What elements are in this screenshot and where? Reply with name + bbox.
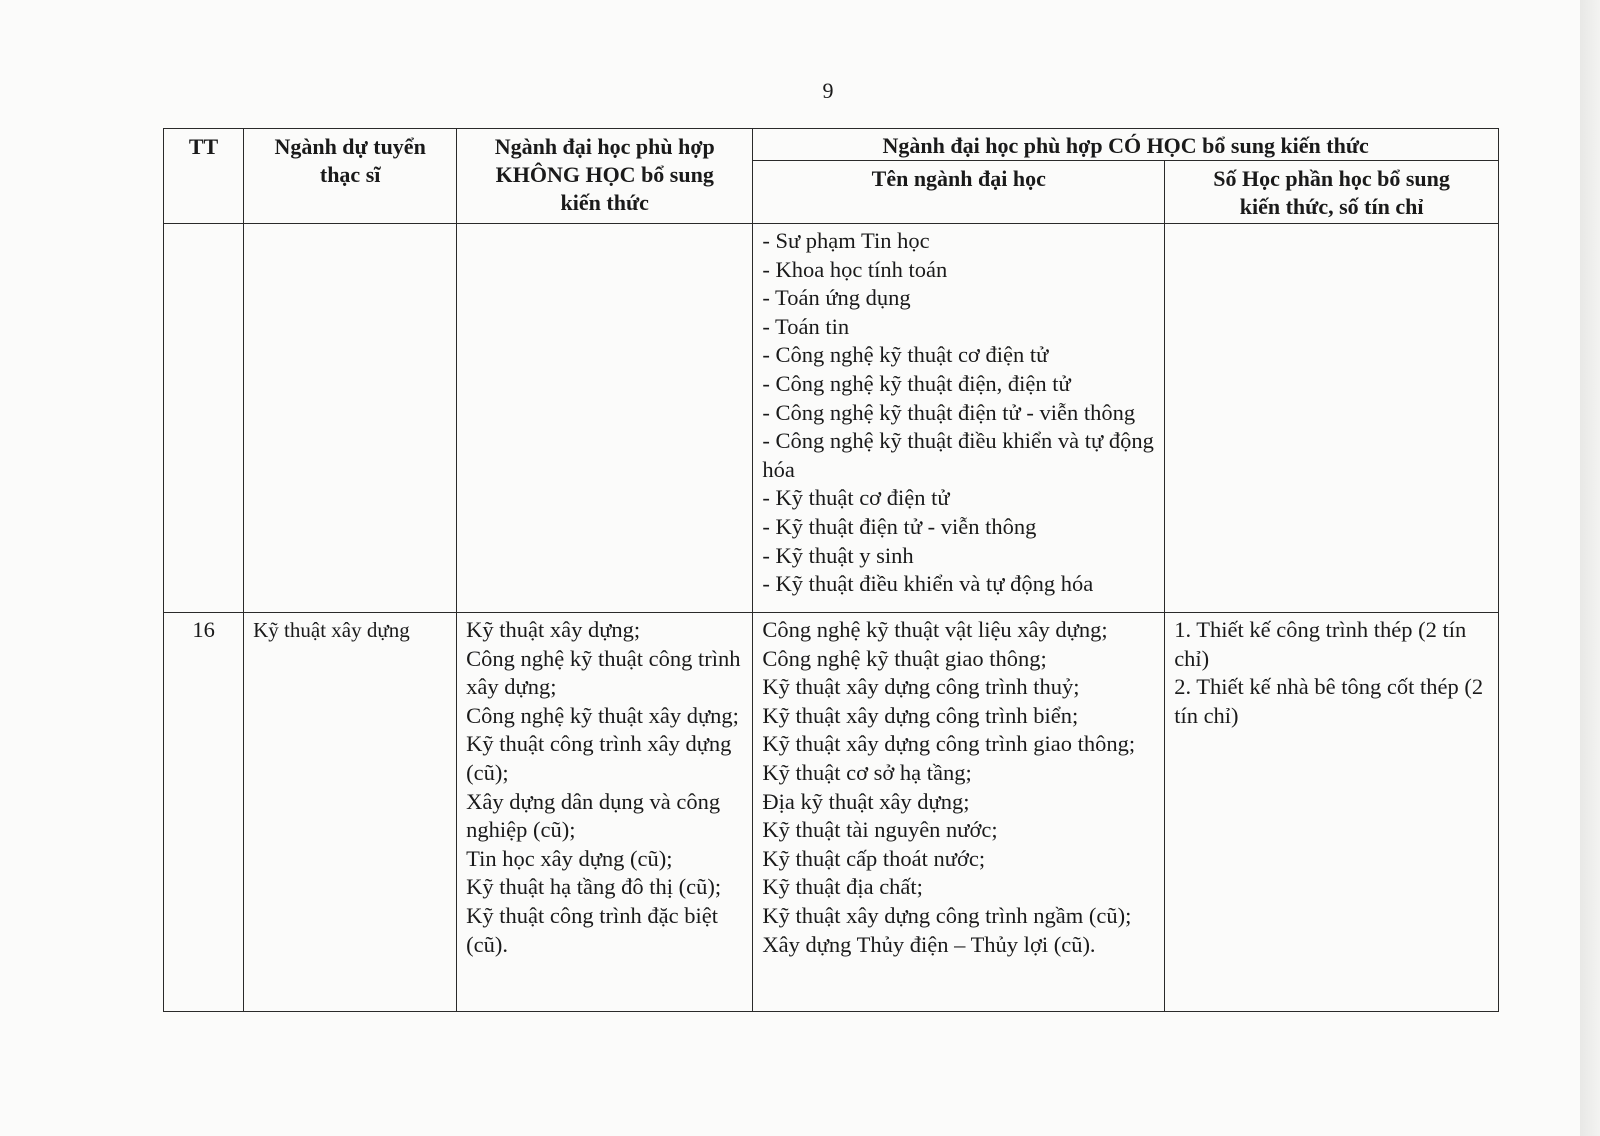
list-item: - Toán tin [762,313,850,339]
list-item: Kỹ thuật xây dựng công trình biển; [762,702,1079,728]
list-item: 1. Thiết kế công trình thép (2 tín chỉ) [1174,617,1467,671]
list-item: Kỹ thuật hạ tầng đô thị (cũ); [466,874,722,900]
cell-co-hoc [753,613,1165,1012]
cell-so-hoc-phan [1165,224,1499,613]
header-co-hoc-group: Ngành đại học phù hợp CÓ HỌC bổ sung kiến thức [753,129,1499,161]
list-item: Công nghệ kỹ thuật giao thông; [762,645,1047,671]
list-item: Địa kỹ thuật xây dựng; [762,788,970,814]
list-item: Kỹ thuật tài nguyên nước; [762,817,998,843]
cell-co-hoc [753,224,1165,613]
list-item: - Sư phạm Tin học [762,228,930,253]
list-item: - Kỹ thuật cơ điện tử [762,485,950,511]
table-row [164,224,1499,613]
cell-khong-hoc [457,613,753,1012]
header-nganh-du-tuyen: Ngành dự tuyển thạc sĩ [244,129,457,224]
list-item: Công nghệ kỹ thuật vật liệu xây dựng; [762,617,1108,642]
list-item: Kỹ thuật công trình xây dựng (cũ); [466,731,732,785]
table-row [164,613,1499,1012]
list-item: - Công nghệ kỹ thuật điện tử - viễn thông [762,399,1136,425]
list-item: - Kỹ thuật điện tử - viễn thông [762,513,1037,539]
list-item: Kỹ thuật xây dựng công trình ngầm (cũ); [762,902,1132,928]
cell-so-hoc-phan [1165,613,1499,1012]
cell-nganh-du-tuyen: Kỹ thuật xây dựng [244,613,457,1012]
list-item: Xây dựng dân dụng và công nghiệp (cũ); [466,788,721,843]
list-item: Kỹ thuật cấp thoát nước; [762,845,986,871]
list-item: Kỹ thuật địa chất; [762,874,923,900]
list-item: - Khoa học tính toán [762,256,948,282]
list-item: Kỹ thuật cơ sở hạ tầng; [762,759,972,785]
header-row-1 [164,129,1499,161]
cell-khong-hoc [457,224,753,613]
header-so-hoc-phan: Số Học phần học bổ sung kiến thức, số tín chỉ [1165,161,1499,224]
list-item: Kỹ thuật xây dựng công trình giao thông; [762,731,1136,757]
list-item: Kỹ thuật xây dựng; [466,617,641,642]
admission-table [163,128,1499,1012]
header-tt: TT [164,129,244,224]
list-item: - Kỹ thuật y sinh [762,542,914,568]
list-item: Tin học xây dựng (cũ); [466,845,673,871]
cell-nganh-du-tuyen [244,224,457,613]
header-khong-hoc: Ngành đại học phù hợp KHÔNG HỌC bổ sung kiến thức [457,129,753,224]
page-number: 9 [822,78,834,103]
list-item: Kỹ thuật xây dựng công trình thuỷ; [762,674,1080,700]
list-item: - Công nghệ kỹ thuật điện, điện tử [762,370,1071,396]
list-item: - Kỹ thuật điều khiển và tự động hóa [762,571,1094,597]
page-edge [1580,0,1600,1136]
header-ten-nganh: Tên ngành đại học [753,161,1165,224]
cell-tt [164,224,244,613]
list-item: Công nghệ kỹ thuật công trình xây dựng; [466,645,741,700]
list-item: Công nghệ kỹ thuật xây dựng; [466,702,739,728]
list-item: Xây dựng Thủy điện – Thủy lợi (cũ). [762,931,1096,957]
list-item: Kỹ thuật công trình đặc biệt (cũ). [466,902,718,957]
cell-tt: 16 [164,613,244,1012]
list-item: - Công nghệ kỹ thuật cơ điện tử [762,342,1049,368]
list-item: - Toán ứng dụng [762,285,911,311]
list-item: 2. Thiết kế nhà bê tông cốt thép (2 tín chỉ) [1174,674,1484,728]
list-item: - Công nghệ kỹ thuật điều khiển và tự động hóa [762,428,1154,482]
